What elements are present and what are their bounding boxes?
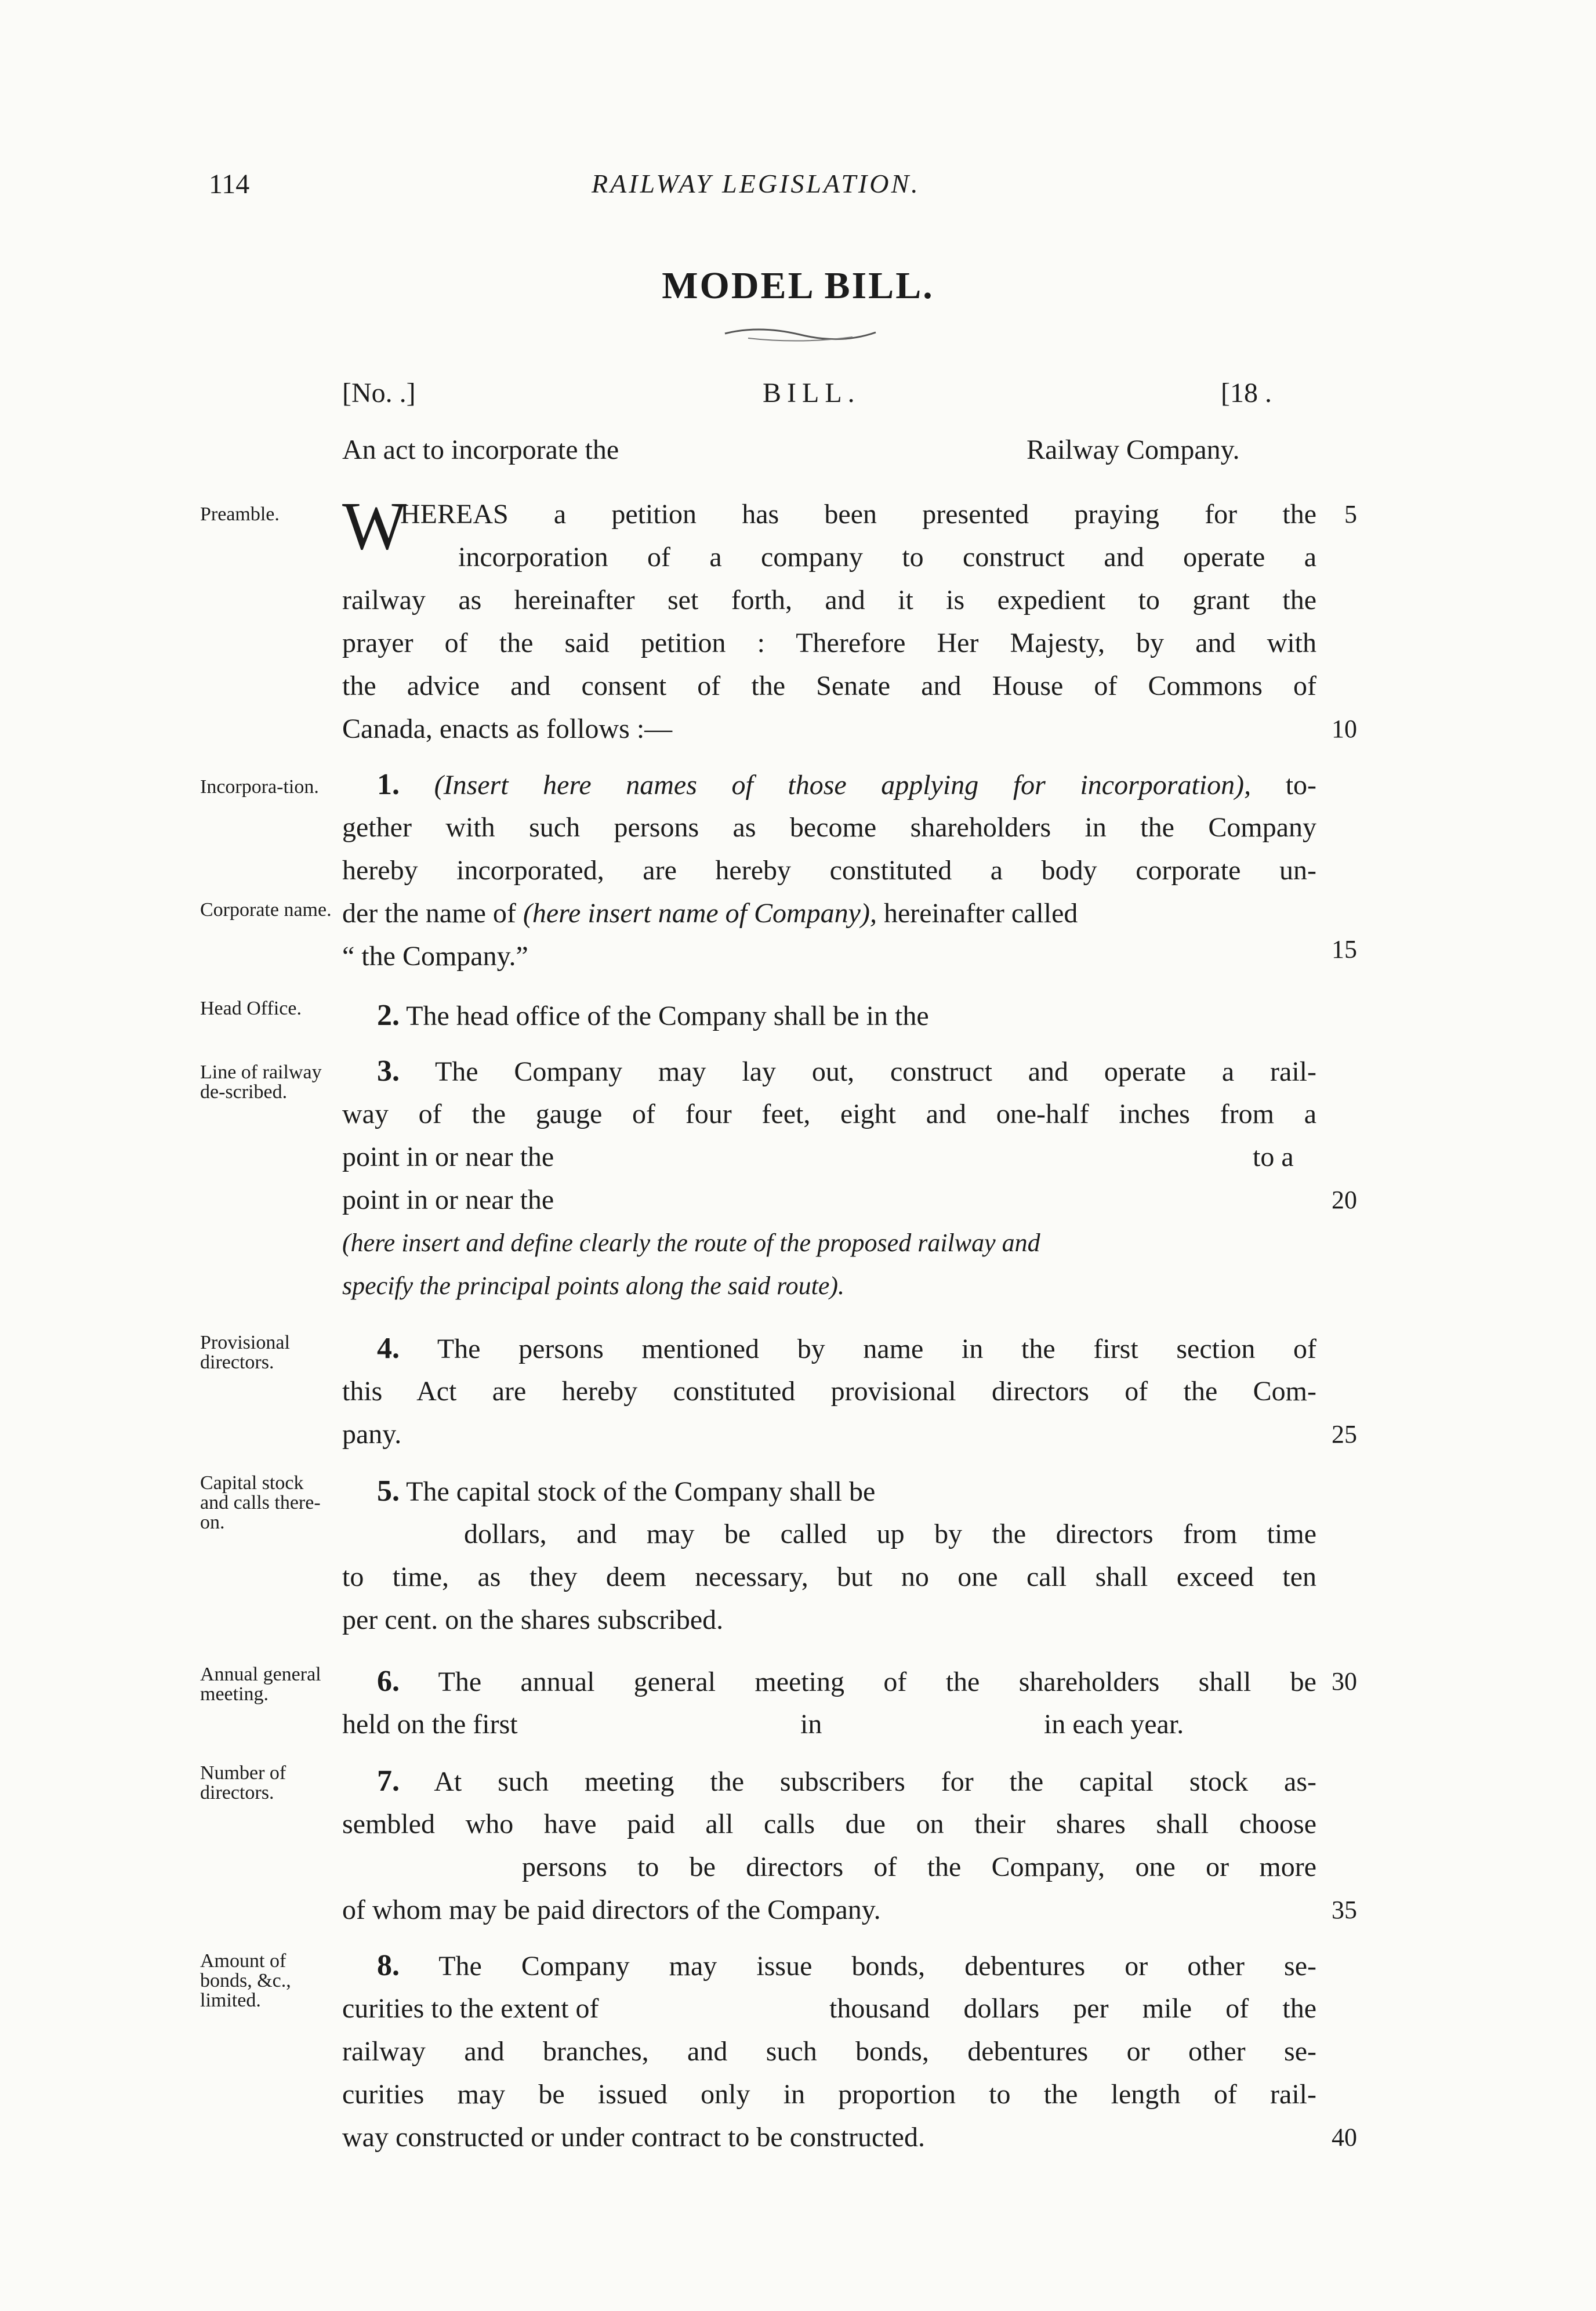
preamble-line: HEREAS a petition has been presented praying for the	[400, 499, 1316, 530]
section-6-first: The annual general meeting of the shareholders shall be	[438, 1667, 1316, 1697]
bill-label: BILL.	[763, 378, 861, 408]
section-1-name-italic: (here insert name of Company),	[523, 898, 877, 929]
section-3-italic: (here insert and define clearly the route of the proposed railway and	[342, 1229, 1040, 1257]
act-title	[342, 434, 1328, 474]
margin-note-corporate-name: Corporate name.	[200, 899, 332, 921]
section-8-line	[377, 1944, 1316, 1987]
section-8-line: curities may be issued only in proportion to the length of rail-	[342, 2079, 1316, 2110]
section-1-line	[342, 892, 1316, 935]
preamble-line: Canada, enacts as follows :—	[342, 713, 673, 744]
section-4-line	[377, 1327, 1316, 1370]
section-3-line: point in or near the	[342, 1185, 554, 1215]
section-8-line: way constructed or under contract to be constructed.	[342, 2122, 925, 2153]
section-5-first: The capital stock of the Company shall be	[406, 1476, 876, 1507]
margin-note-line-of-railway: Line of railway de-scribed.	[200, 1062, 322, 1103]
section-7-number: 7.	[377, 1765, 400, 1798]
section-7-line: of whom may be paid directors of the Company.	[342, 1895, 881, 1925]
bill-number: [No. .]	[342, 378, 416, 408]
margin-note-capital-stock: Capital stock and calls there-on.	[200, 1472, 321, 1533]
section-1-line: hereby incorporated, are hereby constituted a body corporate un-	[342, 855, 1316, 886]
title-ornament	[713, 322, 887, 345]
section-4-line: this Act are hereby constituted provisional directors of the Com-	[342, 1376, 1316, 1407]
section-1-name-prefix: der the name of	[342, 898, 523, 929]
line-number: 35	[1332, 1896, 1357, 1924]
preamble-line: the advice and consent of the Senate and House of Commons of	[342, 671, 1316, 701]
section-6-line: in each year.	[1044, 1709, 1184, 1740]
margin-note-head-office: Head Office.	[200, 998, 302, 1019]
section-7-first: At such meeting the subscribers for the capital stock as-	[434, 1766, 1316, 1797]
section-8-first: The Company may issue bonds, debentures or other se-	[438, 1951, 1316, 1982]
running-head	[197, 168, 1357, 215]
section-3-number: 3.	[377, 1055, 400, 1088]
section-7-line: persons to be directors of the Company, one or more	[522, 1852, 1316, 1882]
line-number: 20	[1332, 1186, 1357, 1214]
margin-note-amount-of-bonds: Amount of bonds, &c., limited.	[200, 1950, 291, 2011]
line-number: 25	[1332, 1420, 1357, 1448]
section-8-number: 8.	[377, 1949, 400, 1982]
line-number: 30	[1332, 1667, 1357, 1696]
section-3-line: point in or near the	[342, 1142, 554, 1172]
bill-header	[342, 377, 1328, 418]
section-2-number: 2.	[377, 999, 400, 1032]
section-4-line: pany.	[342, 1419, 402, 1450]
line-number: 5	[1344, 500, 1357, 528]
margin-note-annual-meeting: Annual general meeting.	[200, 1664, 321, 1705]
section-1-italic: (Insert here names of those applying for incorporation),	[434, 770, 1252, 800]
section-3-line	[377, 1050, 1316, 1093]
margin-note-provisional-directors: Provisional directors.	[200, 1332, 290, 1373]
section-6-line	[377, 1660, 1316, 1703]
act-title-right: Railway Company.	[1026, 434, 1240, 465]
preamble-line: incorporation of a company to construct and operate a	[458, 542, 1316, 573]
section-2-text: The head office of the Company shall be in the	[406, 1001, 929, 1031]
section-6-line: held on the first	[342, 1709, 518, 1740]
section-8-line: thousand dollars per mile of the	[829, 1993, 1316, 2024]
section-1-number: 1.	[377, 768, 400, 801]
section-5-line	[377, 1470, 1351, 1513]
preamble-line: prayer of the said petition : Therefore Her Majesty, by and with	[342, 628, 1316, 658]
page-number: 114	[209, 169, 250, 200]
section-1-first-rest: to-	[1251, 770, 1317, 800]
margin-note-incorporation: Incorpora-tion.	[200, 776, 319, 798]
line-number: 40	[1332, 2123, 1357, 2151]
section-6-line: in	[800, 1709, 822, 1740]
drop-cap: W	[342, 488, 407, 564]
act-title-left: An act to incorporate the	[342, 434, 619, 465]
section-3-line: to a	[1253, 1142, 1294, 1172]
section-5-line: to time, as they deem necessary, but no one call shall exceed ten	[342, 1562, 1316, 1592]
section-4-number: 4.	[377, 1332, 400, 1365]
section-8-line: curities to the extent of	[342, 1993, 599, 2024]
line-number: 10	[1332, 715, 1357, 743]
line-number: 15	[1332, 935, 1357, 963]
margin-note-number-of-directors: Number of directors.	[200, 1762, 286, 1803]
section-1-line	[377, 763, 1316, 806]
section-5-line: dollars, and may be called up by the directors from time	[464, 1519, 1316, 1549]
section-3-italic: specify the principal points along the said route).	[342, 1272, 845, 1300]
preamble-line: railway as hereinafter set forth, and it is expedient to grant the	[342, 585, 1316, 615]
section-1-name-suffix: hereinafter called	[876, 898, 1078, 929]
section-6-number: 6.	[377, 1665, 400, 1698]
section-4-first: The persons mentioned by name in the first section of	[437, 1334, 1316, 1364]
bill-year: [18 .	[1221, 378, 1272, 408]
section-2-line	[377, 994, 1351, 1037]
page-title: MODEL BILL.	[662, 265, 934, 307]
section-7-line	[377, 1760, 1316, 1803]
running-title: RAILWAY LEGISLATION.	[592, 169, 920, 198]
section-5-line: per cent. on the shares subscribed.	[342, 1604, 724, 1635]
section-5-number: 5.	[377, 1475, 400, 1508]
section-8-line: railway and branches, and such bonds, debentures or other se-	[342, 2036, 1316, 2067]
section-3-first: The Company may lay out, construct and operate a rail-	[434, 1056, 1316, 1087]
margin-note-preamble: Preamble.	[200, 504, 280, 525]
section-1-line: “ the Company.”	[342, 941, 528, 972]
section-1-line: gether with such persons as become shareholders in the Company	[342, 812, 1316, 843]
section-7-line: sembled who have paid all calls due on their shares shall choose	[342, 1809, 1316, 1839]
section-3-line: way of the gauge of four feet, eight and one-half inches from a	[342, 1099, 1316, 1129]
